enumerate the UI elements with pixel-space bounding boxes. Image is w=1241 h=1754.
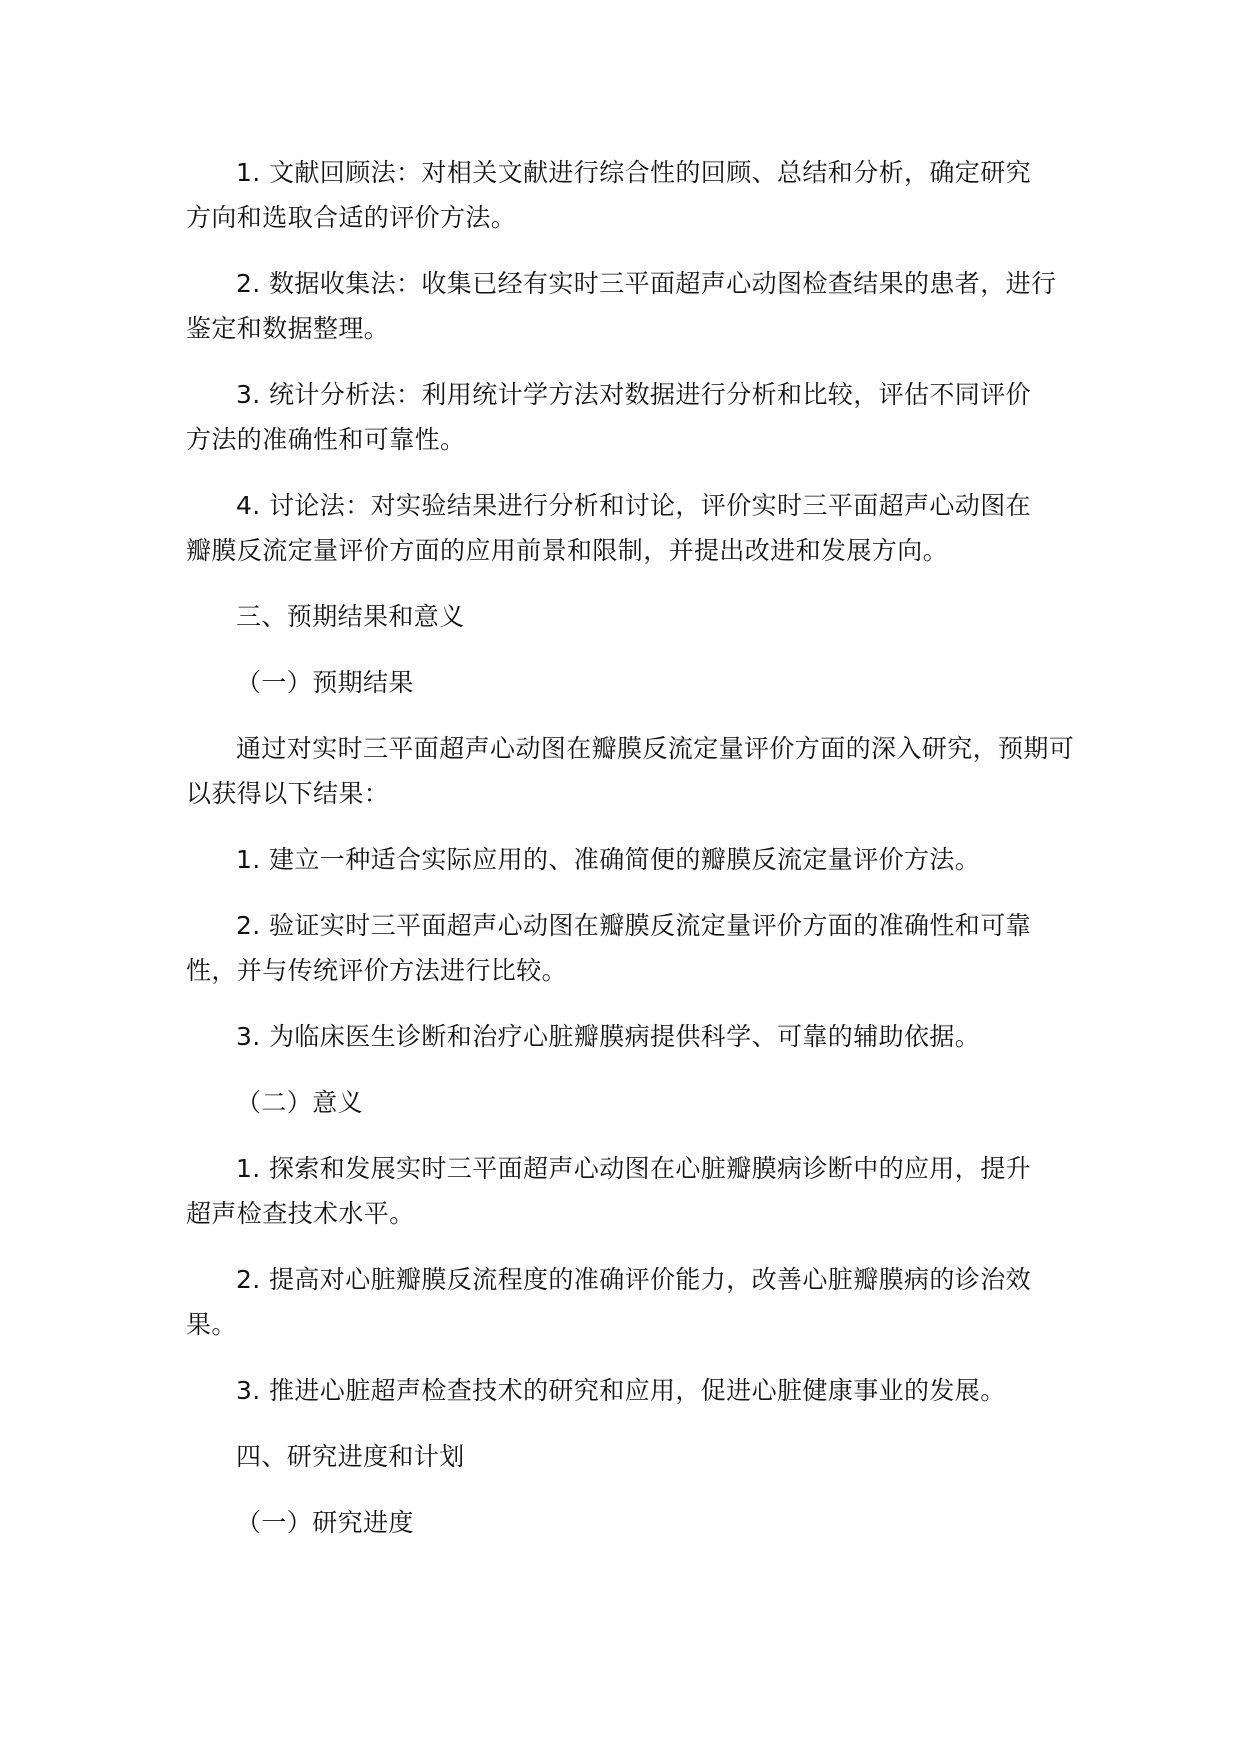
method-literature-review: 1. 文献回顾法：对相关文献进行综合性的回顾、总结和分析，确定研究方向和选取合适的评价方法。 — [186, 158, 1032, 232]
method-data-collection: 2. 数据收集法：收集已经有实时三平面超声心动图检查结果的患者，进行鉴定和数据整理。 — [186, 269, 1057, 343]
subsection-heading-significance: （二）意义 — [236, 1088, 364, 1117]
subsection-heading-progress: （一）研究进度 — [236, 1508, 414, 1537]
section-heading-expected-results: 三、预期结果和意义 — [236, 602, 465, 631]
significance-3: 3. 推进心脏超声检查技术的研究和应用，促进心脏健康事业的发展。 — [236, 1376, 1006, 1405]
method-discussion: 4. 讨论法：对实验结果进行分析和讨论，评价实时三平面超声心动图在瓣膜反流定量评价方面的应用前景和限制，并提出改进和发展方向。 — [186, 491, 1032, 565]
significance-2: 2. 提高对心脏瓣膜反流程度的准确评价能力，改善心脏瓣膜病的诊治效果。 — [186, 1265, 1032, 1339]
section-heading-progress-plan: 四、研究进度和计划 — [236, 1442, 465, 1471]
method-statistical-analysis: 3. 统计分析法：利用统计学方法对数据进行分析和比较，评估不同评价方法的准确性和可靠性。 — [186, 380, 1032, 454]
subsection-heading-expected-results: （一）预期结果 — [236, 668, 414, 697]
document-body — [186, 150, 1081, 1566]
significance-1: 1. 探索和发展实时三平面超声心动图在心脏瓣膜病诊断中的应用，提升超声检查技术水平。 — [186, 1154, 1032, 1228]
expected-results-intro: 通过对实时三平面超声心动图在瓣膜反流定量评价方面的深入研究，预期可以获得以下结果： — [186, 734, 1075, 808]
expected-result-2: 2. 验证实时三平面超声心动图在瓣膜反流定量评价方面的准确性和可靠性，并与传统评价方法进行比较。 — [186, 911, 1032, 985]
expected-result-3: 3. 为临床医生诊断和治疗心脏瓣膜病提供科学、可靠的辅助依据。 — [236, 1022, 981, 1051]
expected-result-1: 1. 建立一种适合实际应用的、准确简便的瓣膜反流定量评价方法。 — [236, 845, 981, 874]
